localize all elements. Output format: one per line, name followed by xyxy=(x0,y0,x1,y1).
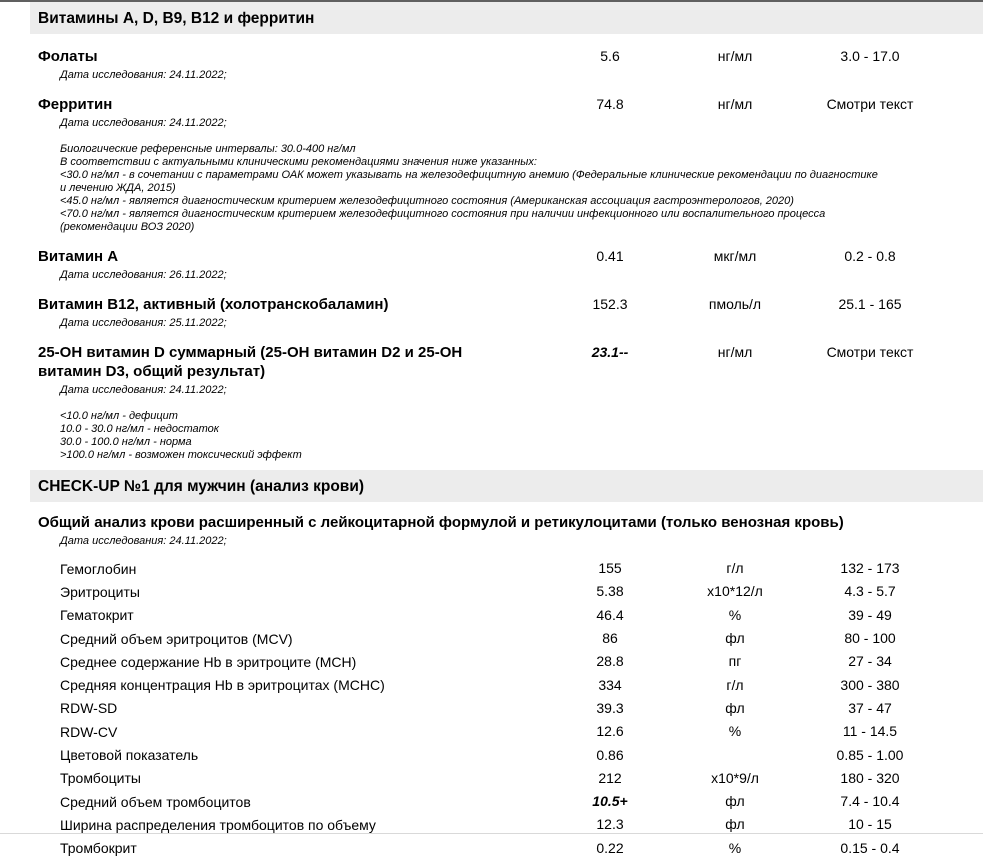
comment-line: Биологические референсные интервалы: 30.0-400 нг/мл xyxy=(60,143,356,155)
section-title: CHECK-UP №1 для мужчин (анализ крови) xyxy=(38,478,365,495)
study-date: Дата исследования: 24.11.2022; xyxy=(60,384,227,396)
study-date: Дата исследования: 24.11.2022; xyxy=(60,535,227,547)
table-row-platelets xyxy=(0,767,983,790)
table-row-rdw-sd xyxy=(0,697,983,720)
comment-line: <45.0 нг/мл - является диагностическим критерием железодефицитного состояния (Американская ассоциация гастроэнтерологов, 2020) xyxy=(60,195,794,207)
study-date: Дата исследования: 24.11.2022; xyxy=(60,69,227,81)
reference-range: 11 - 14.5 xyxy=(842,723,898,740)
result-unit: фл xyxy=(725,793,745,810)
result-value: 74.8 xyxy=(596,96,624,112)
section-header-vitamins xyxy=(30,2,983,34)
comment-line: 30.0 - 100.0 нг/мл - норма xyxy=(60,436,192,448)
result-unit: г/л xyxy=(726,560,744,577)
result-value: 334 xyxy=(598,676,622,693)
result-value: 10.5+ xyxy=(592,793,628,810)
result-value: 5.38 xyxy=(596,583,624,600)
result-unit: фл xyxy=(725,630,745,647)
result-value: 0.22 xyxy=(596,839,624,856)
comment-line: <70.0 нг/мл - является диагностическим критерием железодефицитного состояния при наличии инфекционного или воспалительного процесса xyxy=(60,208,826,220)
reference-range: 3.0 - 17.0 xyxy=(840,48,900,64)
parameter-name: Гематокрит xyxy=(60,607,134,624)
reference-range: 300 - 380 xyxy=(840,676,900,693)
cbc-results-table xyxy=(0,557,983,860)
test-name: Фолаты xyxy=(38,48,98,65)
result-unit: фл xyxy=(725,699,745,716)
parameter-name: Среднее содержание Hb в эритроците (MCH) xyxy=(60,653,357,670)
table-row-color-index xyxy=(0,743,983,766)
parameter-name: Ширина распределения тромбоцитов по объему xyxy=(60,816,376,833)
reference-range: 0.85 - 1.00 xyxy=(836,746,904,763)
reference-range: 132 - 173 xyxy=(840,560,900,577)
test-ferritin xyxy=(0,95,983,234)
result-value: 5.6 xyxy=(600,48,620,64)
comment-line: >100.0 нг/мл - возможен токсический эффект xyxy=(60,449,302,461)
table-row-mch xyxy=(0,650,983,673)
ferritin-comment-block xyxy=(60,143,983,234)
result-value: 23.1-- xyxy=(591,344,629,360)
reference-range: 27 - 34 xyxy=(848,653,892,670)
result-unit: % xyxy=(728,606,742,623)
parameter-name: Тромбоциты xyxy=(60,770,141,787)
comment-line: и лечению ЖДА, 2015) xyxy=(60,182,176,194)
reference-range: 180 - 320 xyxy=(840,769,900,786)
table-row-plateletcrit xyxy=(0,837,983,860)
comment-line: (рекомендации ВОЗ 2020) xyxy=(60,221,195,233)
parameter-name: RDW-SD xyxy=(60,700,118,717)
table-row-hemoglobin xyxy=(0,557,983,580)
table-row-hematocrit xyxy=(0,604,983,627)
test-name: Ферритин xyxy=(38,96,113,113)
result-value: 212 xyxy=(598,769,622,786)
result-value: 86 xyxy=(602,630,618,647)
reference-range: Смотри текст xyxy=(826,96,914,112)
reference-range: 80 - 100 xyxy=(844,630,896,647)
parameter-name: Средняя концентрация Hb в эритроцитах (MCHC) xyxy=(60,677,385,694)
table-row-rdw-cv xyxy=(0,720,983,743)
parameter-name: RDW-CV xyxy=(60,723,118,740)
result-value: 46.4 xyxy=(596,606,624,623)
vitamin-d-comment-block xyxy=(60,410,983,462)
result-value: 155 xyxy=(598,560,622,577)
result-value: 39.3 xyxy=(596,699,624,716)
result-unit: нг/мл xyxy=(717,96,753,112)
result-value: 152.3 xyxy=(592,296,628,312)
table-row-mchc xyxy=(0,673,983,696)
test-name xyxy=(0,343,540,381)
reference-range: Смотри текст xyxy=(826,344,914,360)
test-folates xyxy=(0,47,983,82)
reference-range: 0.2 - 0.8 xyxy=(844,248,896,264)
reference-range: 10 - 15 xyxy=(848,816,892,833)
result-value: 0.41 xyxy=(596,248,624,264)
table-row-erythrocytes xyxy=(0,580,983,603)
parameter-name: Тромбокрит xyxy=(60,840,137,857)
result-unit: нг/мл xyxy=(717,344,753,360)
result-unit: нг/мл xyxy=(717,48,753,64)
reference-range: 4.3 - 5.7 xyxy=(844,583,896,600)
study-date: Дата исследования: 24.11.2022; xyxy=(60,117,227,129)
test-name: Витамин А xyxy=(38,248,119,265)
result-unit: пг xyxy=(728,653,742,670)
reference-range: 25.1 - 165 xyxy=(838,296,902,312)
study-date: Дата исследования: 25.11.2022; xyxy=(60,317,227,329)
parameter-name: Цветовой показатель xyxy=(60,747,199,764)
test-vitamin-b12 xyxy=(0,295,983,330)
test-vitamin-a xyxy=(0,247,983,282)
test-name: Витамин В12, активный (холотранскобаламин) xyxy=(38,296,389,313)
table-row-mcv xyxy=(0,627,983,650)
comment-line: В соответствии с актуальными клиническими рекомендациями значения ниже указанных: xyxy=(60,156,537,168)
parameter-name: Эритроциты xyxy=(60,583,140,600)
result-value: 28.8 xyxy=(596,653,624,670)
parameter-name: Средний объем эритроцитов (MCV) xyxy=(60,630,293,647)
reference-range: 0.15 - 0.4 xyxy=(840,839,900,856)
result-value: 0.86 xyxy=(596,746,624,763)
reference-range: 7.4 - 10.4 xyxy=(840,793,900,810)
result-unit: фл xyxy=(725,816,745,833)
result-value: 12.3 xyxy=(596,816,624,833)
reference-range: 37 - 47 xyxy=(848,699,892,716)
result-unit: мкг/мл xyxy=(713,248,757,264)
result-value: 12.6 xyxy=(596,723,624,740)
section-title: Витамины А, D, В9, В12 и ферритин xyxy=(38,10,315,27)
reference-range: 39 - 49 xyxy=(848,606,892,623)
comment-line: 10.0 - 30.0 нг/мл - недостаток xyxy=(60,423,219,435)
result-unit: % xyxy=(728,839,742,856)
test-vitamin-d xyxy=(0,343,983,462)
test-name-text: 25-ОН витамин D суммарный (25-ОН витамин D2 и 25-ОН витамин D3, общий результат) xyxy=(38,344,463,380)
comment-line: <30.0 нг/мл - в сочетании с параметрами ОАК может указывать на железодефицитную анемию (Федеральные клинические рекомендации по диагностике xyxy=(60,169,878,181)
parameter-name: Средний объем тромбоцитов xyxy=(60,793,251,810)
result-unit: х10*12/л xyxy=(707,583,763,600)
parameter-name: Гемоглобин xyxy=(60,560,137,577)
panel-name: Общий анализ крови расширенный с лейкоцитарной формулой и ретикулоцитами (только венозная кровь) xyxy=(38,514,844,531)
result-unit: % xyxy=(728,723,742,740)
result-unit: х10*9/л xyxy=(711,769,759,786)
comment-line: <10.0 нг/мл - дефицит xyxy=(60,410,178,422)
study-date: Дата исследования: 26.11.2022; xyxy=(60,269,227,281)
result-unit: пмоль/л xyxy=(708,296,762,312)
table-row-pdw xyxy=(0,813,983,836)
section-header-checkup xyxy=(30,470,983,502)
result-unit: г/л xyxy=(726,676,744,693)
table-row-mpv xyxy=(0,790,983,813)
